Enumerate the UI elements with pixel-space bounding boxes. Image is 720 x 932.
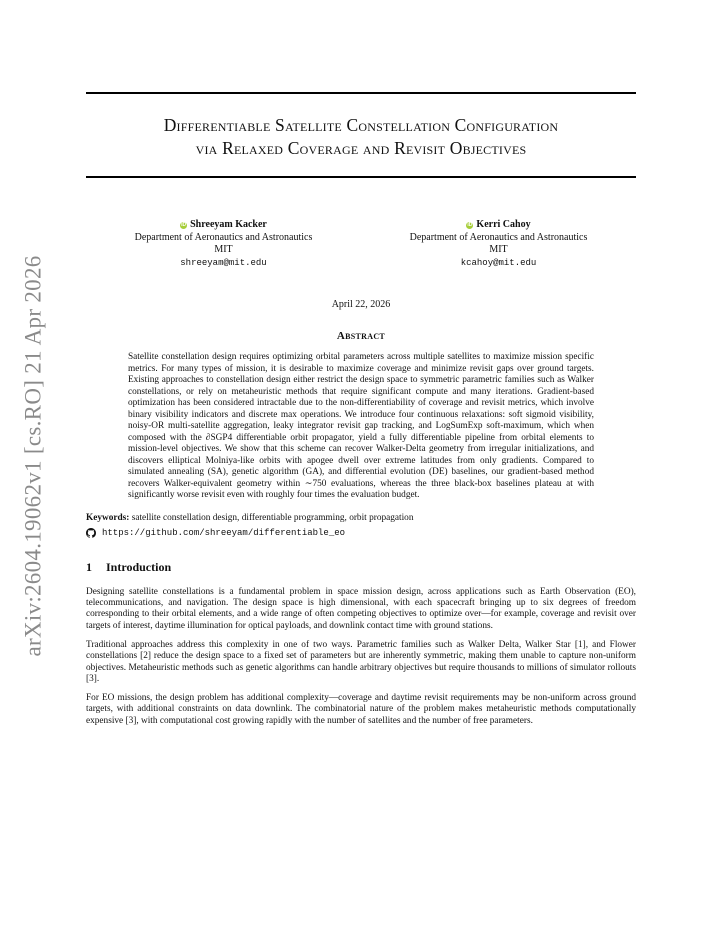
section-number: 1 [86, 559, 92, 574]
abstract-heading: Abstract [336, 330, 386, 343]
author-email[interactable]: shreeyam@mit.edu [180, 257, 267, 268]
arxiv-stamp [10, 255, 58, 657]
author-2 [379, 218, 619, 269]
github-icon [86, 528, 96, 538]
keywords-label: Keywords: [86, 512, 130, 523]
title-top-rule [86, 92, 636, 94]
orcid-icon[interactable]: iD [181, 222, 187, 228]
keywords-text: satellite constellation design, differentiable programming, orbit propagation [131, 512, 414, 523]
author-block [86, 218, 636, 269]
keywords-line [86, 512, 636, 524]
author-name: Kerri Cahoy [476, 219, 531, 231]
author-1 [104, 218, 344, 269]
section-heading [86, 560, 636, 575]
intro-paragraph-1: Designing satellite constellations is a fundamental problem in space mission design, across applications such as Earth Observation (EO), telecommunications, and navigation. The design space is high dimensional, with each spacecraft bringing up to six degrees of freedom corresponding to their orbital elements, and a wide range of often competing objectives to optimize over—for example, coverage and revisit over targets of interest, daytime illumination for optical payloads, and downlink contact time with ground stations. [86, 586, 636, 631]
abstract-text: Satellite constellation design requires optimizing orbital parameters across multiple satellites to maximize mission specific metrics. For many types of mission, it is desirable to maximize coverage and minimize revisit gaps over ground targets. Existing approaches to constellation design either restrict the design space to symmetric parametric families such as Walker constellations, or rely on metaheuristic methods that require significant compute and many iterations. Gradient-based optimization has been considered intractable due to the non-differentiability of coverage and revisit metrics, which involve binary visibility indicators and discrete max operations. We introduce four continuous relaxations: soft sigmoid visibility, noisy-OR multi-satellite aggregation, leaky integrator revisit gap tracking, and LogSumExp soft-maximum, which when composed with the ∂SGP4 differentiable orbit propagator, yield a fully differentiable pipeline from orbital elements to mission-level objectives. We show that this scheme can recover Walker-Delta geometry from irregular initializations, and discovers elliptical Molniya-like orbits with apogee dwell over extreme latitudes from only gradients. Compared to simulated annealing (SA), genetic algorithm (GA), and differential evolution (DE) baselines, our gradient-based method recovers Walker-equivalent geometry within ∼750 evaluations, whereas the three black-box baselines plateau at with significantly worse revisit even with roughly four times the evaluation budget. [128, 352, 594, 501]
title-bottom-rule [86, 176, 636, 178]
section-title: Introduction [106, 559, 172, 574]
arxiv-id: arXiv:2604.19062v1 [cs.RO] 21 Apr 2026 [21, 255, 46, 657]
title-line-2: via Relaxed Coverage and Revisit Objectives [195, 138, 527, 158]
author-department: Department of Aeronautics and Astronautics [409, 231, 588, 243]
author-institution: MIT [489, 244, 508, 256]
repo-link[interactable] [86, 528, 636, 538]
author-email[interactable]: kcahoy@mit.edu [460, 257, 537, 268]
author-department: Department of Aeronautics and Astronautics [134, 231, 313, 243]
author-name: Shreeyam Kacker [190, 219, 267, 231]
paper-title [86, 114, 636, 160]
orcid-icon[interactable]: iD [467, 222, 473, 228]
intro-paragraph-2: Traditional approaches address this complexity in one of two ways. Parametric families such as Walker Delta, Walker Star [1], and Flower constellations [2] reduce the design space to a fixed set of parameters but are inherently symmetric, making them unable to capture non-uniform objectives. Metaheuristic methods such as genetic algorithms can handle arbitrary objectives but require thousands to millions of simulator rollouts [3]. [86, 639, 636, 684]
title-line-1: Differentiable Satellite Constellation Configuration [163, 115, 559, 135]
author-institution: MIT [214, 244, 233, 256]
paper-date: April 22, 2026 [331, 299, 391, 311]
repo-url[interactable]: https://github.com/shreeyam/differentiable_eo [102, 527, 346, 538]
paper-page [86, 92, 636, 727]
intro-paragraph-3: For EO missions, the design problem has additional complexity—coverage and daytime revisit requirements may be non-uniform across ground targets, with additional constraints on data downlink. The combinatorial nature of the problem makes metaheuristic methods computationally expensive [3], with computational cost growing rapidly with the number of satellites and the number of free parameters. [86, 693, 636, 726]
